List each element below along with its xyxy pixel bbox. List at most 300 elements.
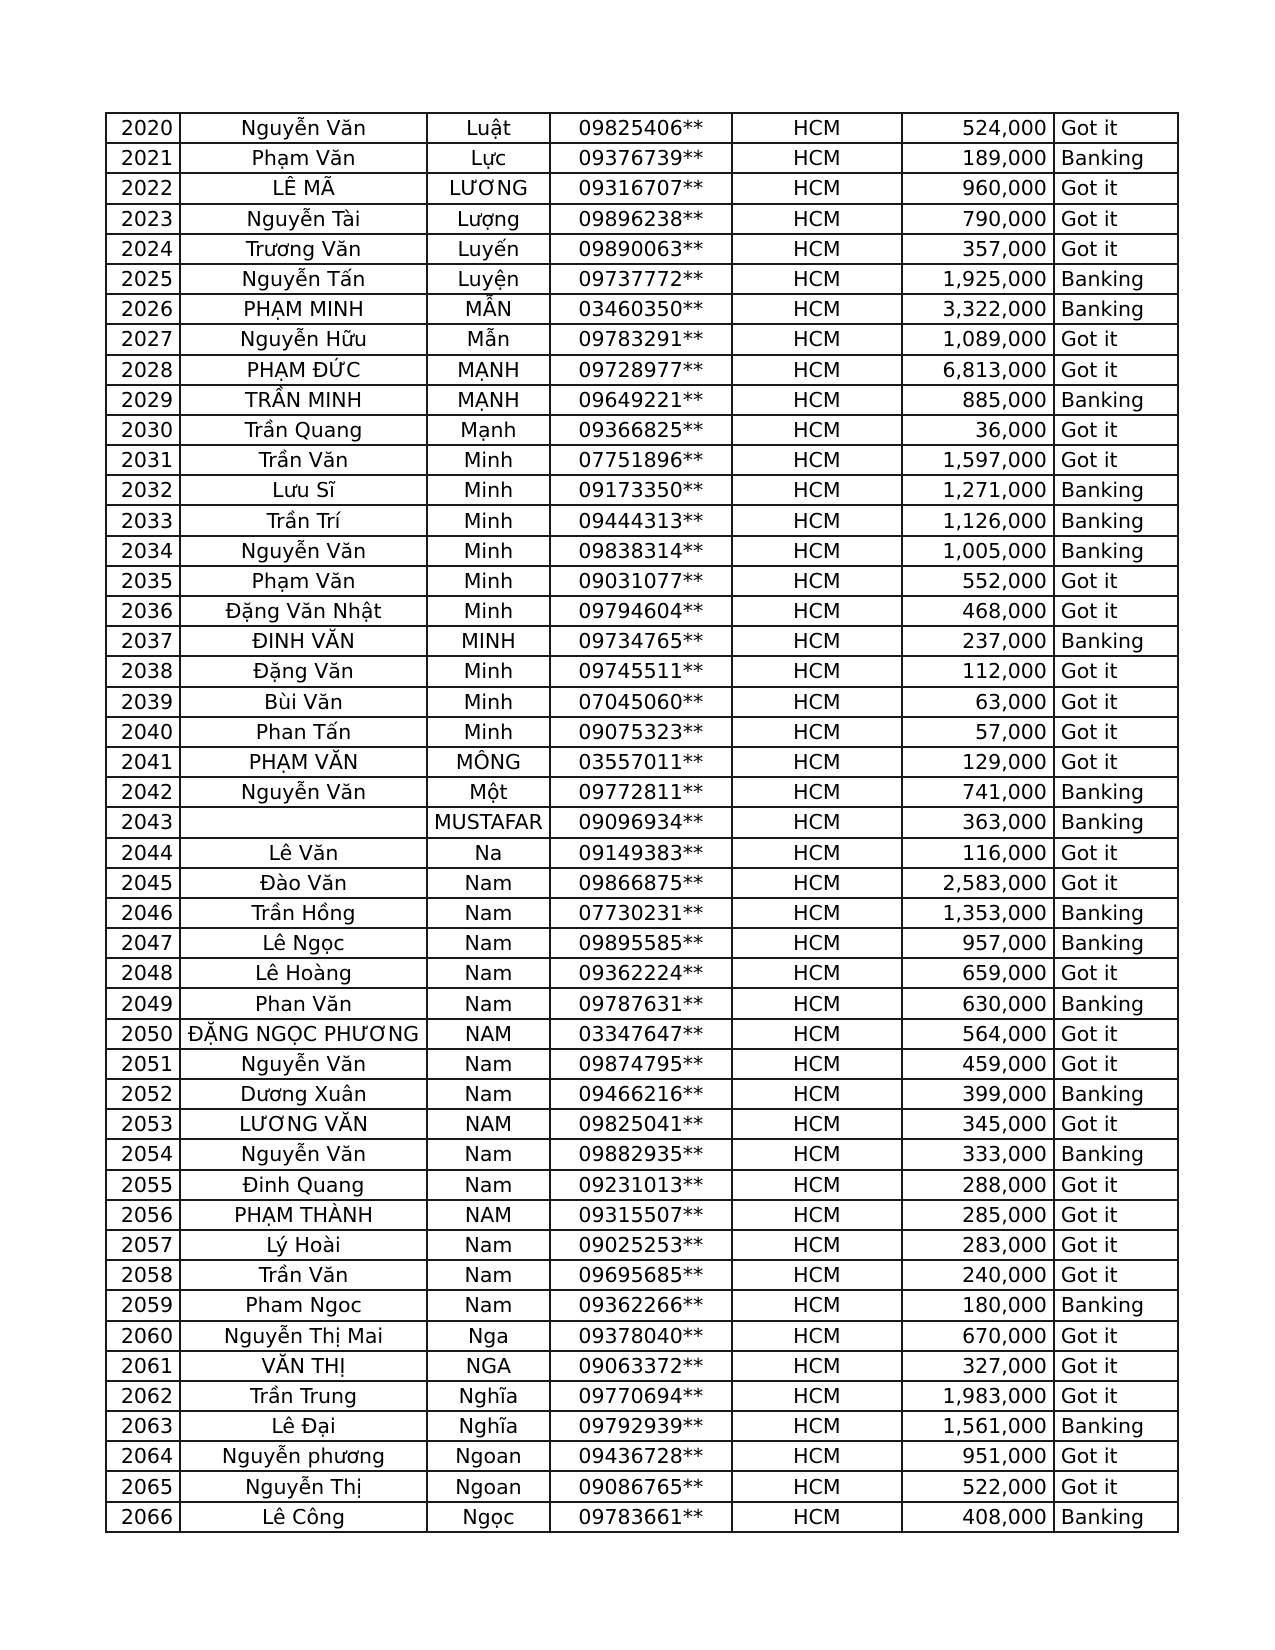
city-cell: HCM xyxy=(732,1381,902,1411)
first-name-cell: Mẫn xyxy=(427,324,550,354)
last-name-cell: Đặng Văn Nhật xyxy=(180,596,427,626)
city-cell: HCM xyxy=(732,536,902,566)
last-name-cell: Bùi Văn xyxy=(180,687,427,717)
row-id-cell: 2027 xyxy=(106,324,180,354)
row-id-cell: 2055 xyxy=(106,1170,180,1200)
last-name-cell: PHẠM THÀNH xyxy=(180,1200,427,1230)
payment-method-cell: Got it xyxy=(1054,1381,1178,1411)
table-row xyxy=(106,173,1178,203)
payment-method-cell: Got it xyxy=(1054,173,1178,203)
payment-method-cell: Got it xyxy=(1054,687,1178,717)
payment-method-cell: Banking xyxy=(1054,1139,1178,1169)
payment-method-cell: Got it xyxy=(1054,1200,1178,1230)
city-cell: HCM xyxy=(732,747,902,777)
amount-cell: 522,000 xyxy=(902,1471,1054,1501)
phone-cell: 09315507** xyxy=(550,1200,732,1230)
payment-method-cell: Banking xyxy=(1054,1290,1178,1320)
last-name-cell: Đặng Văn xyxy=(180,656,427,686)
city-cell: HCM xyxy=(732,1260,902,1290)
first-name-cell: Minh xyxy=(427,687,550,717)
first-name-cell: Minh xyxy=(427,445,550,475)
phone-cell: 09378040** xyxy=(550,1321,732,1351)
last-name-cell: Trần Trí xyxy=(180,505,427,535)
table-row xyxy=(106,264,1178,294)
phone-cell: 09728977** xyxy=(550,355,732,385)
city-cell: HCM xyxy=(732,234,902,264)
row-id-cell: 2047 xyxy=(106,928,180,958)
amount-cell: 112,000 xyxy=(902,656,1054,686)
first-name-cell: MẠNH xyxy=(427,355,550,385)
payment-method-cell: Banking xyxy=(1054,807,1178,837)
payment-method-cell: Got it xyxy=(1054,1321,1178,1351)
table-row xyxy=(106,475,1178,505)
first-name-cell: Minh xyxy=(427,505,550,535)
last-name-cell: Đào Văn xyxy=(180,868,427,898)
last-name-cell: ĐẶNG NGỌC PHƯƠNG xyxy=(180,1019,427,1049)
city-cell: HCM xyxy=(732,898,902,928)
city-cell: HCM xyxy=(732,1290,902,1320)
payment-method-cell: Banking xyxy=(1054,1411,1178,1441)
last-name-cell: Phạm Văn xyxy=(180,566,427,596)
phone-cell: 09362266** xyxy=(550,1290,732,1320)
table-row xyxy=(106,626,1178,656)
last-name-cell: Lê Hoàng xyxy=(180,958,427,988)
table-row xyxy=(106,1079,1178,1109)
city-cell: HCM xyxy=(732,475,902,505)
row-id-cell: 2045 xyxy=(106,868,180,898)
last-name-cell: Lê Công xyxy=(180,1502,427,1532)
payment-method-cell: Got it xyxy=(1054,1109,1178,1139)
first-name-cell: Na xyxy=(427,838,550,868)
city-cell: HCM xyxy=(732,1200,902,1230)
last-name-cell: PHẠM VĂN xyxy=(180,747,427,777)
last-name-cell: LƯƠNG VĂN xyxy=(180,1109,427,1139)
row-id-cell: 2020 xyxy=(106,113,180,143)
first-name-cell: Nam xyxy=(427,958,550,988)
first-name-cell: Luyến xyxy=(427,234,550,264)
table-row xyxy=(106,1441,1178,1471)
amount-cell: 240,000 xyxy=(902,1260,1054,1290)
row-id-cell: 2040 xyxy=(106,717,180,747)
table-body xyxy=(106,113,1178,1532)
phone-cell: 09649221** xyxy=(550,385,732,415)
table-row xyxy=(106,838,1178,868)
row-id-cell: 2059 xyxy=(106,1290,180,1320)
city-cell: HCM xyxy=(732,928,902,958)
amount-cell: 129,000 xyxy=(902,747,1054,777)
table-row xyxy=(106,1049,1178,1079)
last-name-cell: Lê Văn xyxy=(180,838,427,868)
row-id-cell: 2043 xyxy=(106,807,180,837)
payment-method-cell: Got it xyxy=(1054,566,1178,596)
row-id-cell: 2032 xyxy=(106,475,180,505)
phone-cell: 09838314** xyxy=(550,536,732,566)
first-name-cell: Minh xyxy=(427,475,550,505)
table-row xyxy=(106,415,1178,445)
phone-cell: 07045060** xyxy=(550,687,732,717)
phone-cell: 09436728** xyxy=(550,1441,732,1471)
first-name-cell: LƯƠNG xyxy=(427,173,550,203)
payment-method-cell: Banking xyxy=(1054,294,1178,324)
amount-cell: 1,561,000 xyxy=(902,1411,1054,1441)
last-name-cell: Lê Đại xyxy=(180,1411,427,1441)
first-name-cell: Nam xyxy=(427,1230,550,1260)
row-id-cell: 2054 xyxy=(106,1139,180,1169)
city-cell: HCM xyxy=(732,1230,902,1260)
amount-cell: 1,271,000 xyxy=(902,475,1054,505)
last-name-cell: Nguyễn phương xyxy=(180,1441,427,1471)
amount-cell: 960,000 xyxy=(902,173,1054,203)
last-name-cell: Trần Quang xyxy=(180,415,427,445)
table-row xyxy=(106,928,1178,958)
phone-cell: 09787631** xyxy=(550,988,732,1018)
phone-cell: 09362224** xyxy=(550,958,732,988)
table-row xyxy=(106,1109,1178,1139)
amount-cell: 57,000 xyxy=(902,717,1054,747)
last-name-cell: Phan Tấn xyxy=(180,717,427,747)
table-row xyxy=(106,204,1178,234)
amount-cell: 333,000 xyxy=(902,1139,1054,1169)
phone-cell: 07730231** xyxy=(550,898,732,928)
city-cell: HCM xyxy=(732,838,902,868)
table-row xyxy=(106,777,1178,807)
row-id-cell: 2039 xyxy=(106,687,180,717)
row-id-cell: 2024 xyxy=(106,234,180,264)
amount-cell: 1,925,000 xyxy=(902,264,1054,294)
payment-method-cell: Got it xyxy=(1054,1471,1178,1501)
amount-cell: 180,000 xyxy=(902,1290,1054,1320)
city-cell: HCM xyxy=(732,687,902,717)
row-id-cell: 2028 xyxy=(106,355,180,385)
first-name-cell: MÔNG xyxy=(427,747,550,777)
payment-method-cell: Got it xyxy=(1054,747,1178,777)
row-id-cell: 2034 xyxy=(106,536,180,566)
last-name-cell: Nguyễn Tài xyxy=(180,204,427,234)
row-id-cell: 2049 xyxy=(106,988,180,1018)
last-name-cell: Nguyễn Văn xyxy=(180,1049,427,1079)
payment-method-cell: Got it xyxy=(1054,204,1178,234)
phone-cell: 09783661** xyxy=(550,1502,732,1532)
payment-method-cell: Got it xyxy=(1054,113,1178,143)
row-id-cell: 2044 xyxy=(106,838,180,868)
phone-cell: 09890063** xyxy=(550,234,732,264)
amount-cell: 63,000 xyxy=(902,687,1054,717)
city-cell: HCM xyxy=(732,1139,902,1169)
phone-cell: 09444313** xyxy=(550,505,732,535)
first-name-cell: Luyện xyxy=(427,264,550,294)
payment-method-cell: Got it xyxy=(1054,445,1178,475)
city-cell: HCM xyxy=(732,1049,902,1079)
amount-cell: 408,000 xyxy=(902,1502,1054,1532)
amount-cell: 357,000 xyxy=(902,234,1054,264)
last-name-cell: Trần Văn xyxy=(180,445,427,475)
payment-method-cell: Got it xyxy=(1054,1170,1178,1200)
last-name-cell: Dương Xuân xyxy=(180,1079,427,1109)
payment-method-cell: Got it xyxy=(1054,1019,1178,1049)
row-id-cell: 2053 xyxy=(106,1109,180,1139)
last-name-cell: Nguyễn Văn xyxy=(180,777,427,807)
first-name-cell: Luật xyxy=(427,113,550,143)
table-row xyxy=(106,385,1178,415)
first-name-cell: Nam xyxy=(427,1049,550,1079)
payment-method-cell: Banking xyxy=(1054,536,1178,566)
first-name-cell: Nam xyxy=(427,1170,550,1200)
first-name-cell: Nam xyxy=(427,898,550,928)
first-name-cell: Minh xyxy=(427,656,550,686)
payment-method-cell: Got it xyxy=(1054,1260,1178,1290)
amount-cell: 1,089,000 xyxy=(902,324,1054,354)
phone-cell: 09086765** xyxy=(550,1471,732,1501)
last-name-cell: Nguyễn Thị xyxy=(180,1471,427,1501)
phone-cell: 09745511** xyxy=(550,656,732,686)
payment-method-cell: Got it xyxy=(1054,1049,1178,1079)
phone-cell: 09792939** xyxy=(550,1411,732,1441)
payment-method-cell: Banking xyxy=(1054,777,1178,807)
table-row xyxy=(106,445,1178,475)
amount-cell: 36,000 xyxy=(902,415,1054,445)
first-name-cell: Minh xyxy=(427,566,550,596)
row-id-cell: 2056 xyxy=(106,1200,180,1230)
last-name-cell: Nguyễn Tấn xyxy=(180,264,427,294)
amount-cell: 790,000 xyxy=(902,204,1054,234)
city-cell: HCM xyxy=(732,596,902,626)
amount-cell: 6,813,000 xyxy=(902,355,1054,385)
payment-method-cell: Banking xyxy=(1054,1502,1178,1532)
table-row xyxy=(106,717,1178,747)
phone-cell: 09231013** xyxy=(550,1170,732,1200)
last-name-cell: Nguyễn Văn xyxy=(180,536,427,566)
city-cell: HCM xyxy=(732,415,902,445)
city-cell: HCM xyxy=(732,173,902,203)
table-row xyxy=(106,324,1178,354)
amount-cell: 283,000 xyxy=(902,1230,1054,1260)
row-id-cell: 2065 xyxy=(106,1471,180,1501)
city-cell: HCM xyxy=(732,204,902,234)
winners-table xyxy=(105,112,1179,1533)
amount-cell: 237,000 xyxy=(902,626,1054,656)
amount-cell: 399,000 xyxy=(902,1079,1054,1109)
payment-method-cell: Got it xyxy=(1054,324,1178,354)
first-name-cell: Minh xyxy=(427,536,550,566)
last-name-cell: Đinh Quang xyxy=(180,1170,427,1200)
table-row xyxy=(106,1290,1178,1320)
city-cell: HCM xyxy=(732,1502,902,1532)
city-cell: HCM xyxy=(732,777,902,807)
payment-method-cell: Got it xyxy=(1054,958,1178,988)
row-id-cell: 2021 xyxy=(106,143,180,173)
first-name-cell: Nghĩa xyxy=(427,1381,550,1411)
last-name-cell: Nguyễn Văn xyxy=(180,113,427,143)
table-row xyxy=(106,1170,1178,1200)
row-id-cell: 2046 xyxy=(106,898,180,928)
table-row xyxy=(106,294,1178,324)
phone-cell: 09063372** xyxy=(550,1351,732,1381)
phone-cell: 09734765** xyxy=(550,626,732,656)
payment-method-cell: Banking xyxy=(1054,626,1178,656)
first-name-cell: NAM xyxy=(427,1109,550,1139)
city-cell: HCM xyxy=(732,1351,902,1381)
phone-cell: 09737772** xyxy=(550,264,732,294)
amount-cell: 189,000 xyxy=(902,143,1054,173)
first-name-cell: Ngoan xyxy=(427,1441,550,1471)
first-name-cell: Ngọc xyxy=(427,1502,550,1532)
first-name-cell: MẠNH xyxy=(427,385,550,415)
first-name-cell: NGA xyxy=(427,1351,550,1381)
last-name-cell: Phan Văn xyxy=(180,988,427,1018)
city-cell: HCM xyxy=(732,143,902,173)
phone-cell: 09695685** xyxy=(550,1260,732,1290)
first-name-cell: Mạnh xyxy=(427,415,550,445)
phone-cell: 09316707** xyxy=(550,173,732,203)
row-id-cell: 2057 xyxy=(106,1230,180,1260)
amount-cell: 951,000 xyxy=(902,1441,1054,1471)
payment-method-cell: Got it xyxy=(1054,717,1178,747)
first-name-cell: Lực xyxy=(427,143,550,173)
amount-cell: 2,583,000 xyxy=(902,868,1054,898)
phone-cell: 09466216** xyxy=(550,1079,732,1109)
table-row xyxy=(106,143,1178,173)
table-row xyxy=(106,868,1178,898)
city-cell: HCM xyxy=(732,505,902,535)
amount-cell: 459,000 xyxy=(902,1049,1054,1079)
city-cell: HCM xyxy=(732,656,902,686)
phone-cell: 09366825** xyxy=(550,415,732,445)
table-row xyxy=(106,807,1178,837)
last-name-cell: Trần Văn xyxy=(180,1260,427,1290)
phone-cell: 09783291** xyxy=(550,324,732,354)
phone-cell: 09031077** xyxy=(550,566,732,596)
amount-cell: 957,000 xyxy=(902,928,1054,958)
first-name-cell: Nam xyxy=(427,988,550,1018)
city-cell: HCM xyxy=(732,1170,902,1200)
last-name-cell: Trương Văn xyxy=(180,234,427,264)
city-cell: HCM xyxy=(732,1411,902,1441)
row-id-cell: 2061 xyxy=(106,1351,180,1381)
city-cell: HCM xyxy=(732,1441,902,1471)
row-id-cell: 2048 xyxy=(106,958,180,988)
amount-cell: 1,983,000 xyxy=(902,1381,1054,1411)
last-name-cell: ĐINH VĂN xyxy=(180,626,427,656)
city-cell: HCM xyxy=(732,1109,902,1139)
city-cell: HCM xyxy=(732,264,902,294)
payment-method-cell: Banking xyxy=(1054,1079,1178,1109)
last-name-cell: Lý Hoài xyxy=(180,1230,427,1260)
phone-cell: 09882935** xyxy=(550,1139,732,1169)
table-row xyxy=(106,505,1178,535)
table-row xyxy=(106,1230,1178,1260)
row-id-cell: 2033 xyxy=(106,505,180,535)
last-name-cell xyxy=(180,807,427,837)
payment-method-cell: Got it xyxy=(1054,234,1178,264)
last-name-cell: LÊ MÃ xyxy=(180,173,427,203)
first-name-cell: Nghĩa xyxy=(427,1411,550,1441)
city-cell: HCM xyxy=(732,807,902,837)
phone-cell: 09874795** xyxy=(550,1049,732,1079)
phone-cell: 09149383** xyxy=(550,838,732,868)
phone-cell: 07751896** xyxy=(550,445,732,475)
payment-method-cell: Banking xyxy=(1054,475,1178,505)
payment-method-cell: Banking xyxy=(1054,898,1178,928)
payment-method-cell: Banking xyxy=(1054,143,1178,173)
table-row xyxy=(106,234,1178,264)
row-id-cell: 2063 xyxy=(106,1411,180,1441)
amount-cell: 630,000 xyxy=(902,988,1054,1018)
first-name-cell: MẪN xyxy=(427,294,550,324)
last-name-cell: PHẠM MINH xyxy=(180,294,427,324)
phone-cell: 09173350** xyxy=(550,475,732,505)
payment-method-cell: Banking xyxy=(1054,988,1178,1018)
payment-method-cell: Banking xyxy=(1054,264,1178,294)
first-name-cell: Ngoan xyxy=(427,1471,550,1501)
city-cell: HCM xyxy=(732,1019,902,1049)
amount-cell: 552,000 xyxy=(902,566,1054,596)
table-row xyxy=(106,1139,1178,1169)
first-name-cell: Lượng xyxy=(427,204,550,234)
table-row xyxy=(106,113,1178,143)
city-cell: HCM xyxy=(732,445,902,475)
amount-cell: 885,000 xyxy=(902,385,1054,415)
amount-cell: 659,000 xyxy=(902,958,1054,988)
phone-cell: 03460350** xyxy=(550,294,732,324)
phone-cell: 09866875** xyxy=(550,868,732,898)
table-row xyxy=(106,1381,1178,1411)
payment-method-cell: Banking xyxy=(1054,928,1178,958)
amount-cell: 1,353,000 xyxy=(902,898,1054,928)
city-cell: HCM xyxy=(732,113,902,143)
table-row xyxy=(106,687,1178,717)
first-name-cell: Nam xyxy=(427,928,550,958)
first-name-cell: NAM xyxy=(427,1019,550,1049)
table-row xyxy=(106,1019,1178,1049)
first-name-cell: Nam xyxy=(427,868,550,898)
payment-method-cell: Got it xyxy=(1054,1351,1178,1381)
amount-cell: 363,000 xyxy=(902,807,1054,837)
table-row xyxy=(106,566,1178,596)
city-cell: HCM xyxy=(732,355,902,385)
table-row xyxy=(106,1471,1178,1501)
row-id-cell: 2023 xyxy=(106,204,180,234)
table-row xyxy=(106,536,1178,566)
amount-cell: 670,000 xyxy=(902,1321,1054,1351)
row-id-cell: 2035 xyxy=(106,566,180,596)
city-cell: HCM xyxy=(732,868,902,898)
last-name-cell: VĂN THỊ xyxy=(180,1351,427,1381)
last-name-cell: Phạm Văn xyxy=(180,143,427,173)
payment-method-cell: Got it xyxy=(1054,415,1178,445)
city-cell: HCM xyxy=(732,294,902,324)
row-id-cell: 2042 xyxy=(106,777,180,807)
payment-method-cell: Got it xyxy=(1054,1441,1178,1471)
city-cell: HCM xyxy=(732,1079,902,1109)
table-row xyxy=(106,1502,1178,1532)
first-name-cell: Nam xyxy=(427,1260,550,1290)
row-id-cell: 2038 xyxy=(106,656,180,686)
amount-cell: 564,000 xyxy=(902,1019,1054,1049)
payment-method-cell: Got it xyxy=(1054,868,1178,898)
table-row xyxy=(106,1200,1178,1230)
last-name-cell: Pham Ngoc xyxy=(180,1290,427,1320)
city-cell: HCM xyxy=(732,324,902,354)
table-row xyxy=(106,747,1178,777)
row-id-cell: 2022 xyxy=(106,173,180,203)
phone-cell: 09025253** xyxy=(550,1230,732,1260)
city-cell: HCM xyxy=(732,385,902,415)
row-id-cell: 2041 xyxy=(106,747,180,777)
row-id-cell: 2025 xyxy=(106,264,180,294)
payment-method-cell: Banking xyxy=(1054,505,1178,535)
last-name-cell: Lưu Sĩ xyxy=(180,475,427,505)
last-name-cell: TRẦN MINH xyxy=(180,385,427,415)
